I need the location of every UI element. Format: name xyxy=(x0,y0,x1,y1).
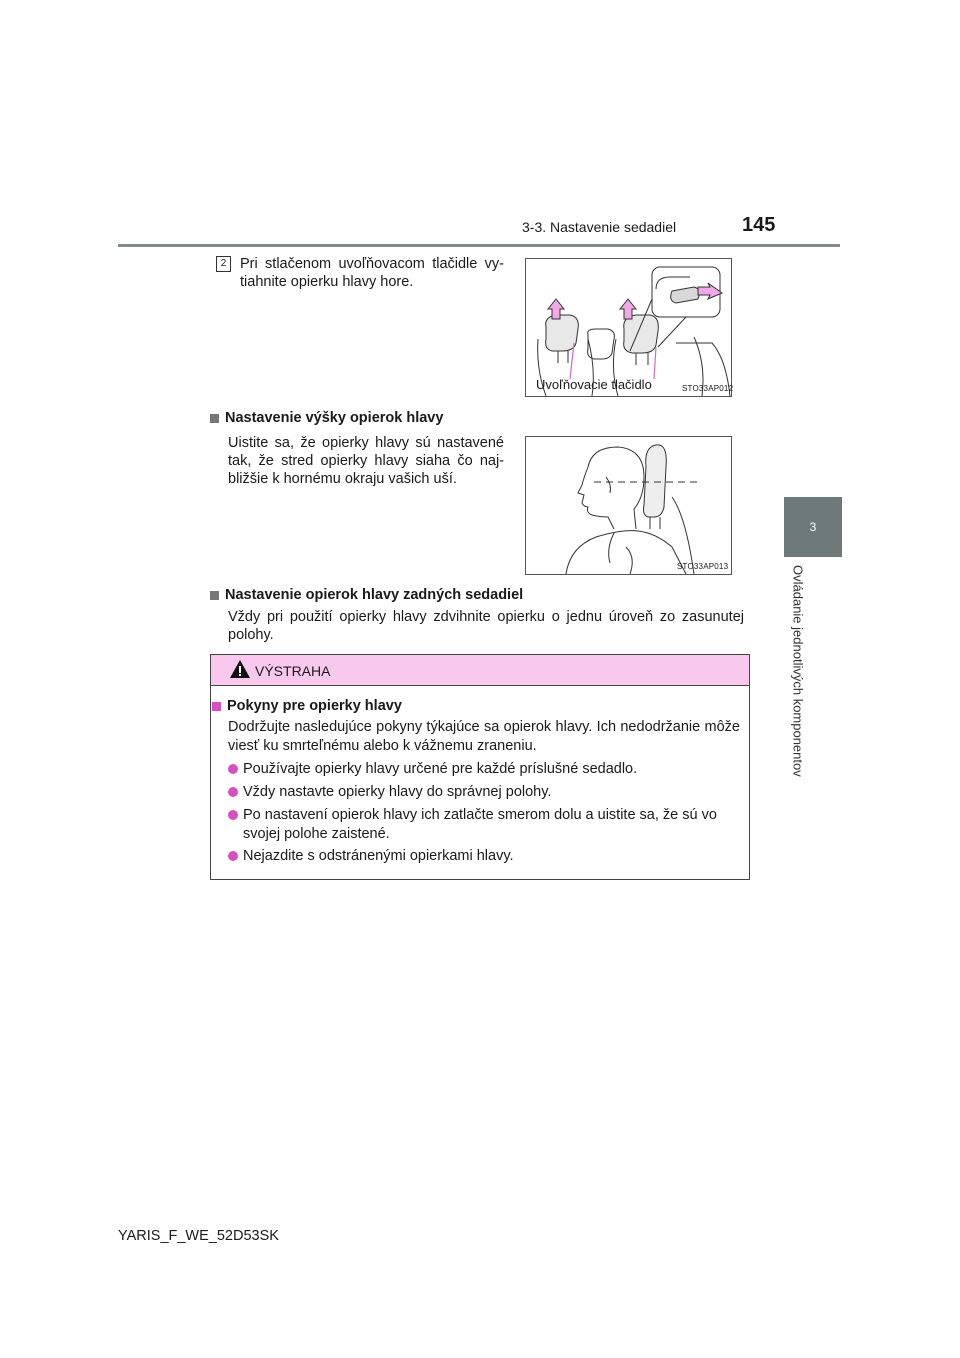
warning-intro: Dodržujte nasledujúce pokyny týkajúce sa opierok hlavy. Ich nedodržanie môže viesť ku smrteľnému alebo k vážnemu zraneniu. xyxy=(228,719,740,754)
release-button-label: Uvoľňovacie tlačidlo xyxy=(536,377,652,392)
bullet-dot-icon xyxy=(228,787,238,797)
headrest-release-illustration xyxy=(526,259,734,396)
warning-item xyxy=(228,847,742,866)
square-bullet-icon xyxy=(212,702,221,711)
warning-item xyxy=(228,806,746,844)
figure1-code: STO33AP012 xyxy=(682,384,734,393)
warning-item-text: Používajte opierky hlavy určené pre každé príslušné sedadlo. xyxy=(243,761,638,777)
heading-rear xyxy=(210,587,523,603)
chapter-title-text: Ovládanie jednotlivých komponentov xyxy=(790,565,806,777)
square-bullet-icon xyxy=(210,414,219,423)
warning-item-text: Vždy nastavte opierky hlavy do správnej polohy. xyxy=(243,784,552,800)
warning-subtitle-text: Pokyny pre opierky hlavy xyxy=(227,698,402,714)
rear-text: Vždy pri použití opierky hlavy zdvihnite opierku o jednu úroveň zo zasunutej polohy. xyxy=(228,609,744,643)
bullet-dot-icon xyxy=(228,851,238,861)
page-number: 145 xyxy=(742,214,776,236)
warning-item xyxy=(228,783,742,802)
heading-height-text: Nastavenie výšky opierok hlavy xyxy=(225,410,444,426)
model-code: YARIS_F_WE_52D53SK xyxy=(118,1228,279,1244)
warning-item-text: Nejazdite s odstránenými opierkami hlavy. xyxy=(243,848,514,864)
heading-rear-text: Nastavenie opierok hlavy zadných sedadiel xyxy=(225,587,524,603)
figure2-code: STO33AP013 xyxy=(677,562,729,571)
figure-head-position xyxy=(525,436,732,575)
head-position-illustration xyxy=(526,437,731,574)
warning-header xyxy=(211,655,749,686)
bullet-dot-icon xyxy=(228,810,238,820)
warning-title: VÝSTRAHA xyxy=(255,663,331,679)
warning-item xyxy=(228,760,742,779)
square-bullet-icon xyxy=(210,591,219,600)
warning-item-text: Po nastavení opierok hlavy ich zatlačte smerom dolu a uistite sa, že sú vo svojej polohe zaistené. xyxy=(243,807,717,842)
bullet-dot-icon xyxy=(228,764,238,774)
chapter-tab: 3 xyxy=(784,497,842,557)
figure-headrest-release xyxy=(525,258,732,397)
warning-subtitle xyxy=(212,698,402,714)
heading-height xyxy=(210,410,443,426)
section-title: 3-3. Nastavenie sedadiel xyxy=(522,219,677,235)
step-number: 2 xyxy=(216,256,231,272)
chapter-title xyxy=(785,565,811,820)
header-rule xyxy=(118,244,840,247)
step-text: Pri stlačenom uvoľňovacom tlačidle vy-tiahnite opierku hlavy hore. xyxy=(240,256,504,290)
warning-triangle-icon xyxy=(229,659,251,679)
height-text: Uistite sa, že opierky hlavy sú nastavené tak, že stred opierky hlavy siaha čo naj-bližšie k hornému okraju vašich uší. xyxy=(228,435,504,487)
